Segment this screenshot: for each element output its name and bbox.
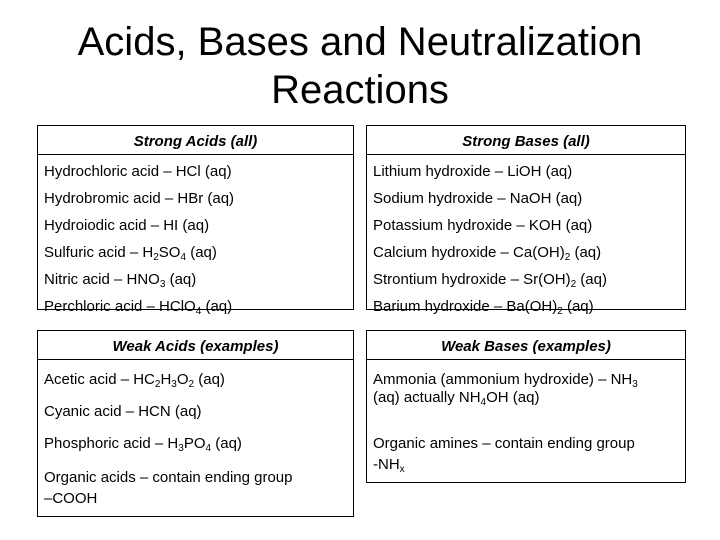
strong-acid-item: Hydrobromic acid – HBr (aq) xyxy=(44,190,235,207)
strong-acids-header: Strong Acids (all) xyxy=(133,133,258,150)
weak-acid-item: Organic acids – contain ending group –COOH xyxy=(44,469,293,507)
weak-acid-item: Phosphoric acid – $H_3PO_4$ (aq) xyxy=(44,435,242,454)
header-divider xyxy=(367,359,685,360)
weak-acid-item: Cyanic acid – HCN (aq) xyxy=(44,403,202,420)
strong-base-item: Sodium hydroxide – NaOH (aq) xyxy=(373,190,583,207)
weak-bases-table xyxy=(366,330,686,483)
header-divider xyxy=(367,154,685,155)
strong-base-item: Potassium hydroxide – KOH (aq) xyxy=(373,217,593,234)
strong-acid-item: Hydrochloric acid – HCl (aq) xyxy=(44,163,232,180)
strong-acid-item: Hydroiodic acid – HI (aq) xyxy=(44,217,210,234)
strong-acid-item: Nitric acid – $HNO_3$ (aq) xyxy=(44,271,197,290)
slide-title-line-2: Reactions xyxy=(271,68,449,112)
strong-bases-header: Strong Bases (all) xyxy=(462,133,590,150)
strong-acid-item: Perchloric acid – HClO$_4$ (aq) xyxy=(44,298,233,317)
strong-base-item: Calcium hydroxide – $Ca(OH)_2$ (aq) xyxy=(373,244,602,263)
strong-acid-item: Sulfuric acid – $H_2SO_4$ (aq) xyxy=(44,244,217,263)
strong-acids-table xyxy=(37,125,354,317)
slide-title xyxy=(0,18,720,114)
strong-bases-table xyxy=(366,125,686,317)
slide-title-line-1: Acids, Bases and Neutralization xyxy=(77,20,643,64)
strong-base-item: Barium hydroxide – $Ba(OH)_2$ (aq) xyxy=(373,298,594,317)
strong-base-item: Lithium hydroxide – LiOH (aq) xyxy=(373,163,573,180)
weak-base-item: Organic amines – contain ending group $-NH_x$ xyxy=(373,435,635,475)
weak-acids-table xyxy=(37,330,354,517)
weak-acids-header: Weak Acids (examples) xyxy=(112,338,279,355)
header-divider xyxy=(38,154,353,155)
header-divider xyxy=(38,359,353,360)
weak-base-item: Ammonia (ammonium hydroxide) – $NH_3$ (aq) actually $NH_4OH$ (aq) xyxy=(373,371,638,408)
weak-acid-item: Acetic acid – $HC_2H_3O_2$ (aq) xyxy=(44,371,225,390)
weak-bases-header: Weak Bases (examples) xyxy=(441,338,611,355)
strong-base-item: Strontium hydroxide – $Sr(OH)_2$ (aq) xyxy=(373,271,607,290)
